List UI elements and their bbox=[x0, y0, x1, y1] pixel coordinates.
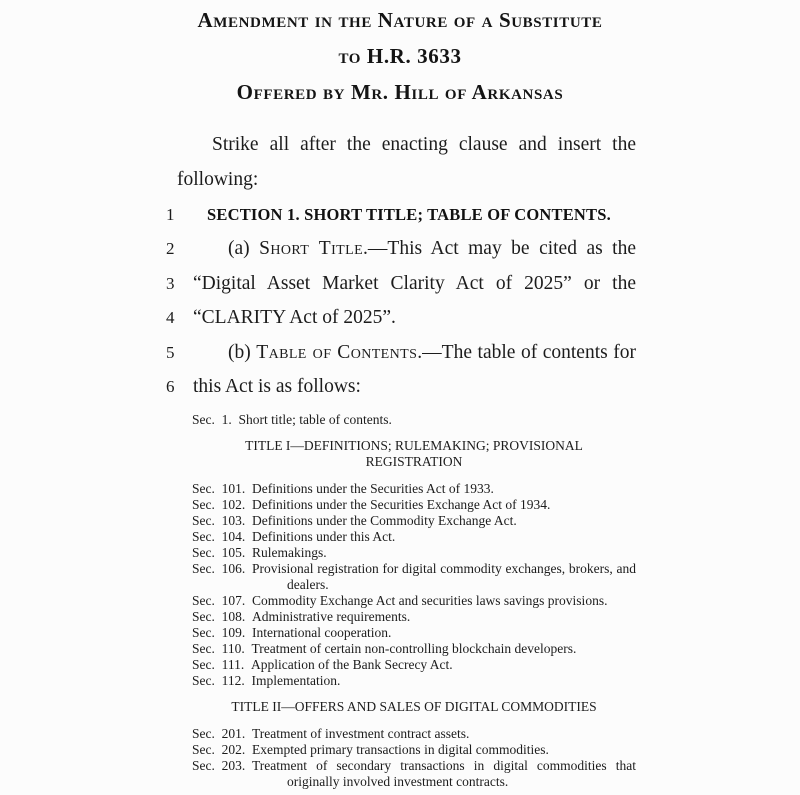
toc-entry-line: Sec. 110. Treatment of certain non-controlling blockchain developers. bbox=[192, 641, 577, 656]
body-line bbox=[0, 301, 800, 335]
body-line-text bbox=[193, 267, 636, 301]
toc-entry bbox=[192, 609, 636, 625]
toc-entry-line: Sec. 104. Definitions under this Act. bbox=[192, 529, 396, 544]
toc-entry-line: Sec. 109. International cooperation. bbox=[192, 625, 392, 640]
toc-title-heading-line: REGISTRATION bbox=[365, 454, 463, 469]
text-segment: “Digital Asset Market Clarity Act of 2025” or the bbox=[193, 272, 636, 294]
toc-entry-line: Sec. 203. Treatment of secondary transactions in digital commodities that bbox=[192, 758, 636, 773]
toc-entry bbox=[192, 513, 636, 529]
text-segment: (b) bbox=[228, 341, 257, 363]
toc-entry bbox=[192, 529, 636, 545]
body-line-text bbox=[193, 336, 636, 370]
numbered-body-lines bbox=[0, 198, 800, 404]
toc-entry-line: Sec. 112. Implementation. bbox=[192, 673, 341, 688]
toc-title-heading bbox=[192, 699, 636, 715]
toc-entry-line: Sec. 103. Definitions under the Commodity Exchange Act. bbox=[192, 513, 517, 528]
toc-entry bbox=[192, 561, 636, 593]
toc-entry bbox=[192, 625, 636, 641]
intro-line-2: following: bbox=[177, 169, 259, 190]
toc-entry bbox=[192, 758, 636, 790]
body-line-text bbox=[193, 370, 636, 404]
toc-title-heading-line: TITLE I—DEFINITIONS; RULEMAKING; PROVISIONAL bbox=[245, 438, 583, 453]
body-line-text bbox=[193, 232, 636, 266]
text-segment: this Act is as follows: bbox=[193, 375, 361, 397]
line-number: 6 bbox=[166, 376, 175, 396]
line-number: 1 bbox=[166, 205, 175, 224]
bill-number-title: to H.R. 3633 bbox=[338, 44, 462, 68]
body-line bbox=[0, 370, 800, 404]
toc-entry bbox=[192, 742, 636, 758]
small-caps-segment: Table of Contents bbox=[256, 341, 418, 363]
document-header bbox=[0, 9, 800, 104]
intro-line-1: Strike all after the enacting clause and insert the bbox=[212, 134, 636, 155]
toc-entry-line: Sec. 106. Provisional registration for digital commodity exchanges, brokers, and bbox=[192, 561, 636, 576]
body-line bbox=[0, 336, 800, 370]
toc-title-heading bbox=[192, 438, 636, 470]
section-heading-text bbox=[193, 198, 636, 232]
text-segment: .—The table of contents for bbox=[417, 341, 636, 363]
line-number: 4 bbox=[166, 308, 175, 328]
toc-entry-line: Sec. 111. Application of the Bank Secrecy Act. bbox=[192, 657, 453, 672]
toc-entry bbox=[192, 412, 636, 428]
toc-entry-line: Sec. 102. Definitions under the Securities Exchange Act of 1934. bbox=[192, 497, 551, 512]
enacting-clause-paragraph bbox=[177, 127, 636, 197]
toc-entry-line: Sec. 101. Definitions under the Securities Act of 1933. bbox=[192, 481, 494, 496]
toc-entry bbox=[192, 545, 636, 561]
body-line bbox=[0, 198, 800, 232]
text-segment: (a) bbox=[228, 238, 260, 260]
toc-entry-line: Sec. 1. Short title; table of contents. bbox=[192, 412, 392, 427]
toc-entry-continuation-line: dealers. bbox=[287, 577, 329, 592]
toc-entry-line: Sec. 107. Commodity Exchange Act and securities laws savings provisions. bbox=[192, 593, 608, 608]
text-segment: “CLARITY Act of 2025”. bbox=[193, 307, 396, 329]
amendment-title: Amendment in the Nature of a Substitute bbox=[197, 8, 603, 32]
toc-entry bbox=[192, 641, 636, 657]
toc-title-heading-line: TITLE II—OFFERS AND SALES OF DIGITAL COMMODITIES bbox=[231, 699, 597, 714]
line-number: 5 bbox=[166, 342, 175, 362]
line-number: 3 bbox=[166, 273, 175, 293]
toc-entry-line: Sec. 202. Exempted primary transactions in digital commodities. bbox=[192, 742, 549, 757]
table-of-contents bbox=[192, 412, 636, 790]
offered-by-title: Offered by Mr. Hill of Arkansas bbox=[236, 80, 564, 104]
body-line-text bbox=[193, 301, 636, 335]
toc-entry bbox=[192, 497, 636, 513]
body-line bbox=[0, 267, 800, 301]
toc-entry bbox=[192, 726, 636, 742]
toc-entry-continuation-line: originally involved investment contracts. bbox=[287, 774, 509, 789]
text-segment: .—This Act may be cited as the bbox=[363, 238, 636, 260]
small-caps-segment: Short Title bbox=[259, 238, 364, 260]
toc-entry bbox=[192, 673, 636, 689]
body-line bbox=[0, 232, 800, 266]
toc-entry bbox=[192, 481, 636, 497]
text-segment: SECTION 1. SHORT TITLE; TABLE OF CONTENTS. bbox=[207, 205, 611, 224]
toc-entry-line: Sec. 108. Administrative requirements. bbox=[192, 609, 411, 624]
toc-entry bbox=[192, 593, 636, 609]
line-number: 2 bbox=[166, 239, 175, 259]
toc-entry bbox=[192, 657, 636, 673]
toc-entry-line: Sec. 105. Rulemakings. bbox=[192, 545, 327, 560]
toc-entry-line: Sec. 201. Treatment of investment contract assets. bbox=[192, 726, 470, 741]
